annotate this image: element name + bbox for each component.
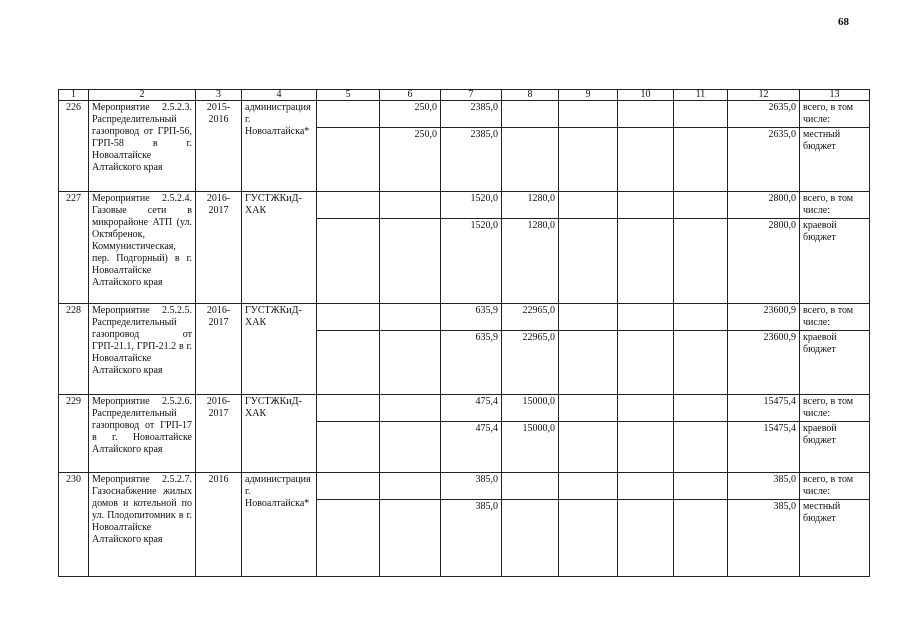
amount-cell: 635,9: [441, 331, 502, 395]
amount-cell: [618, 473, 674, 500]
amount-cell: 385,0: [728, 500, 800, 577]
amount-cell: [317, 473, 380, 500]
row-number-cell: 228: [59, 304, 89, 395]
amount-cell: 385,0: [728, 473, 800, 500]
amount-cell: [317, 192, 380, 219]
executor-cell: ГУСТЖКиД-ХАК: [242, 304, 317, 395]
amount-cell: [502, 101, 559, 128]
amount-cell: [618, 500, 674, 577]
years-cell: 2015-2016: [196, 101, 242, 192]
amount-cell: [674, 101, 728, 128]
amount-cell: [559, 500, 618, 577]
funding-source-cell: краевой бюджет: [800, 422, 870, 473]
amount-cell: [502, 500, 559, 577]
amount-cell: [674, 192, 728, 219]
amount-cell: 475,4: [441, 395, 502, 422]
amount-cell: [674, 500, 728, 577]
amount-cell: [674, 422, 728, 473]
amount-cell: [317, 304, 380, 331]
amount-cell: [380, 422, 441, 473]
amount-cell: 2385,0: [441, 128, 502, 192]
column-header: 8: [502, 90, 559, 101]
amount-cell: 2800,0: [728, 219, 800, 304]
amount-cell: [559, 101, 618, 128]
amount-cell: [559, 331, 618, 395]
amount-cell: [317, 101, 380, 128]
years-cell: 2016-2017: [196, 395, 242, 473]
measure-name-cell: Мероприятие 2.5.2.4. Газовые сети в микрорайоне АТП (ул. Октябренок, Коммунистическая, пер. Подгорный) в г. Новоалтайске Алтайского края: [89, 192, 196, 304]
amount-cell: 2385,0: [441, 101, 502, 128]
amount-cell: [559, 304, 618, 331]
amount-cell: [559, 473, 618, 500]
amount-cell: 2635,0: [728, 101, 800, 128]
amount-cell: [317, 500, 380, 577]
amount-cell: [674, 304, 728, 331]
amount-cell: 250,0: [380, 101, 441, 128]
amount-cell: 475,4: [441, 422, 502, 473]
funding-source-cell: всего, в том числе:: [800, 473, 870, 500]
amount-cell: [618, 128, 674, 192]
executor-cell: ГУСТЖКиД-ХАК: [242, 395, 317, 473]
funding-source-cell: краевой бюджет: [800, 219, 870, 304]
funding-source-cell: краевой бюджет: [800, 331, 870, 395]
column-number-row: [59, 90, 870, 101]
amount-cell: [674, 219, 728, 304]
funding-source-cell: всего, в том числе:: [800, 304, 870, 331]
table-row: [59, 304, 870, 331]
amount-cell: [674, 395, 728, 422]
amount-cell: 1520,0: [441, 219, 502, 304]
column-header: 12: [728, 90, 800, 101]
amount-cell: [618, 219, 674, 304]
amount-cell: 23600,9: [728, 304, 800, 331]
amount-cell: [618, 304, 674, 331]
column-header: 3: [196, 90, 242, 101]
row-number-cell: 226: [59, 101, 89, 192]
amount-cell: [317, 219, 380, 304]
amount-cell: [559, 128, 618, 192]
amount-cell: [380, 473, 441, 500]
amount-cell: 385,0: [441, 500, 502, 577]
funding-source-cell: всего, в том числе:: [800, 395, 870, 422]
column-header: 4: [242, 90, 317, 101]
amount-cell: [618, 331, 674, 395]
amount-cell: [559, 422, 618, 473]
measure-name-cell: Мероприятие 2.5.2.5. Распределительный газопровод от ГРП-21.1, ГРП-21.2 в г. Новоалтайске Алтайского края: [89, 304, 196, 395]
amount-cell: 385,0: [441, 473, 502, 500]
amount-cell: [618, 101, 674, 128]
amount-cell: 1280,0: [502, 192, 559, 219]
amount-cell: [380, 395, 441, 422]
amount-cell: 15475,4: [728, 422, 800, 473]
amount-cell: [380, 219, 441, 304]
amount-cell: 22965,0: [502, 304, 559, 331]
years-cell: 2016-2017: [196, 304, 242, 395]
column-header: 2: [89, 90, 196, 101]
amount-cell: 635,9: [441, 304, 502, 331]
amount-cell: 2800,0: [728, 192, 800, 219]
column-header: 6: [380, 90, 441, 101]
executor-cell: ГУСТЖКиД-ХАК: [242, 192, 317, 304]
amount-cell: [317, 128, 380, 192]
amount-cell: [618, 395, 674, 422]
row-number-cell: 230: [59, 473, 89, 577]
amount-cell: [380, 304, 441, 331]
amount-cell: [380, 192, 441, 219]
measures-table: [58, 89, 870, 577]
funding-source-cell: местный бюджет: [800, 500, 870, 577]
measure-name-cell: Мероприятие 2.5.2.3. Распределительный газопровод от ГРП-56, ГРП-58 в г. Новоалтайске Алтайского края: [89, 101, 196, 192]
amount-cell: 1280,0: [502, 219, 559, 304]
amount-cell: [674, 473, 728, 500]
years-cell: 2016-2017: [196, 192, 242, 304]
column-header: 5: [317, 90, 380, 101]
table-row: [59, 473, 870, 500]
amount-cell: [559, 219, 618, 304]
table-body: [59, 90, 870, 577]
amount-cell: [502, 128, 559, 192]
amount-cell: [618, 422, 674, 473]
amount-cell: 15475,4: [728, 395, 800, 422]
amount-cell: 250,0: [380, 128, 441, 192]
executor-cell: администрация г. Новоалтайска*: [242, 473, 317, 577]
amount-cell: [674, 128, 728, 192]
column-header: 7: [441, 90, 502, 101]
amount-cell: [502, 473, 559, 500]
amount-cell: [317, 422, 380, 473]
funding-source-cell: всего, в том числе:: [800, 192, 870, 219]
amount-cell: 23600,9: [728, 331, 800, 395]
amount-cell: 15000,0: [502, 395, 559, 422]
executor-cell: администрация г. Новоалтайска*: [242, 101, 317, 192]
amount-cell: [559, 395, 618, 422]
row-number-cell: 229: [59, 395, 89, 473]
funding-source-cell: всего, в том числе:: [800, 101, 870, 128]
table-row: [59, 101, 870, 128]
amount-cell: [317, 331, 380, 395]
amount-cell: [618, 192, 674, 219]
amount-cell: 2635,0: [728, 128, 800, 192]
amount-cell: 1520,0: [441, 192, 502, 219]
column-header: 13: [800, 90, 870, 101]
page-number: 68: [838, 16, 849, 28]
amount-cell: [317, 395, 380, 422]
column-header: 11: [674, 90, 728, 101]
amount-cell: [674, 331, 728, 395]
amount-cell: 15000,0: [502, 422, 559, 473]
years-cell: 2016: [196, 473, 242, 577]
column-header: 9: [559, 90, 618, 101]
table-row: [59, 395, 870, 422]
measure-name-cell: Мероприятие 2.5.2.6. Распределительный газопровод от ГРП-17 в г. Новоалтайске Алтайского края: [89, 395, 196, 473]
column-header: 10: [618, 90, 674, 101]
funding-source-cell: местный бюджет: [800, 128, 870, 192]
amount-cell: 22965,0: [502, 331, 559, 395]
column-header: 1: [59, 90, 89, 101]
measure-name-cell: Мероприятие 2.5.2.7. Газоснабжение жилых домов и котельной по ул. Плодопитомник в г. Новоалтайске Алтайского края: [89, 473, 196, 577]
table-row: [59, 192, 870, 219]
amount-cell: [380, 331, 441, 395]
amount-cell: [380, 500, 441, 577]
amount-cell: [559, 192, 618, 219]
row-number-cell: 227: [59, 192, 89, 304]
